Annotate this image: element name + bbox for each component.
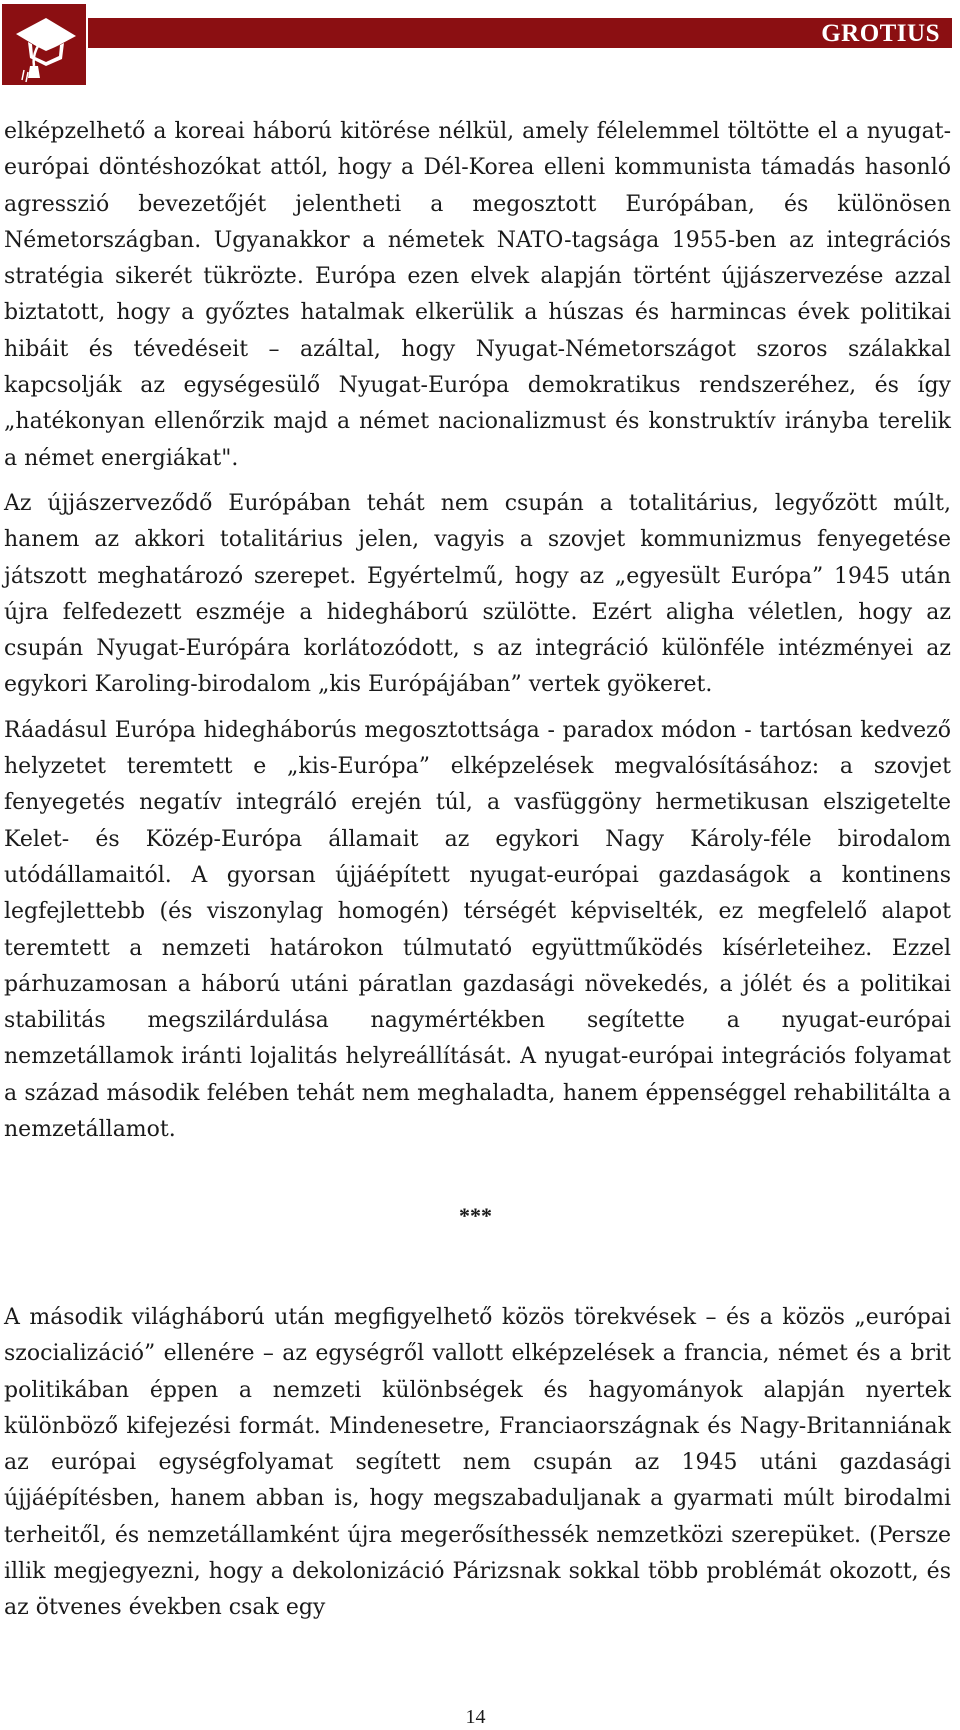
article-body	[4, 114, 951, 1148]
body-paragraph: Ráadásul Európa hidegháborús megosztottsága - paradox módon - tartósan kedvező helyzetet teremtett e „kis-Európa” elképzelések megvalósításához: a szovjet fenyegetés negatív integráló erején túl, a vasfüggöny hermetikusan elszigetelte Kelet- és Közép-Európa államait az egykori Nagy Károly-féle birodalom utódállamaitól. A gyorsan újjáépített nyugat-európai gazdaságok a kontinens legfejlettebb (és viszonylag homogén) térségét képviselték, ez megfelelő alapot teremtett a nemzeti határokon túlmutató együttműködés kísérleteihez. Ezzel párhuzamosan a háború utáni páratlan gazdasági növekedés, a jólét és a politikai stabilitás megszilárdulása nagymértékben segítette a nyugat-európai nemzetállamok iránti lojalitás helyreállítását. A nyugat-európai integrációs folyamat a század második felében tehát nem meghaladta, hanem éppenséggel rehabilitálta a nemzetállamot.	[4, 717, 951, 1143]
brand-title: GROTIUS	[821, 20, 940, 47]
mortarboard-logo-icon	[2, 4, 86, 85]
body-paragraph: Az újjászerveződő Európában tehát nem csupán a totalitárius, legyőzött múlt, hanem az akkori totalitárius jelen, vagyis a szovjet kommunizmus fenyegetése játszott meghatározó szerepet. Egyértelmű, hogy az „egyesült Európa” 1945 után újra felfedezett eszméje a hidegháború szülötte. Ezért aligha véletlen, hogy az csupán Nyugat-Európára korlátozódott, s az integráció különféle intézményei az egykori Karoling-birodalom „kis Európájában” vertek gyökeret.	[4, 490, 951, 698]
body-paragraph: A második világháború után megfigyelhető közös törekvések – és a közös „európai szocializáció” ellenére – az egységről vallott elképzelések a francia, német és a brit politikában éppen a nemzeti különbségek és hagyományok alapján nyertek különböző kifejezési formát. Mindenesetre, Franciaországnak és Nagy-Britanniának az európai egységfolyamat segített nem csupán az 1945 utáni gazdasági újjáépítésben, hanem abban is, hogy megszabaduljanak a gyarmati múlt birodalmi terheitől, és nemzetállamként újra megerősíthessék nemzetközi szerepüket. (Persze illik megjegyezni, hogy a dekolonizáció Párizsnak sokkal több problémát okozott, és az ötvenes években csak egy	[4, 1305, 951, 1621]
section-separator: ***	[459, 1203, 492, 1228]
header-bar	[88, 18, 952, 48]
article-body-continued	[4, 1300, 951, 1627]
page-number: 14	[465, 1706, 486, 1728]
body-paragraph: elképzelhető a koreai háború kitörése nélkül, amely félelemmel töltötte el a nyugat-európai döntéshozókat attól, hogy a Dél-Korea elleni kommunista támadás hasonló agresszió bevezetőjét jelentheti a megosztott Európában, és különösen Németországban. Ugyanakkor a németek NATO-tagsága 1955-ben az integrációs stratégia sikerét tükrözte. Európa ezen elvek alapján történt újjászervezése azzal biztatott, hogy a győztes hatalmak elkerülik a húszas és harmincas évek politikai hibáit és tévedéseit – azáltal, hogy Nyugat-Németországot szoros szálakkal kapcsolják az egységesülő Nyugat-Európa demokratikus rendszeréhez, és így „hatékonyan ellenőrzik majd a német nacionalizmust és konstruktív irányba terelik a német energiákat".	[4, 119, 951, 471]
